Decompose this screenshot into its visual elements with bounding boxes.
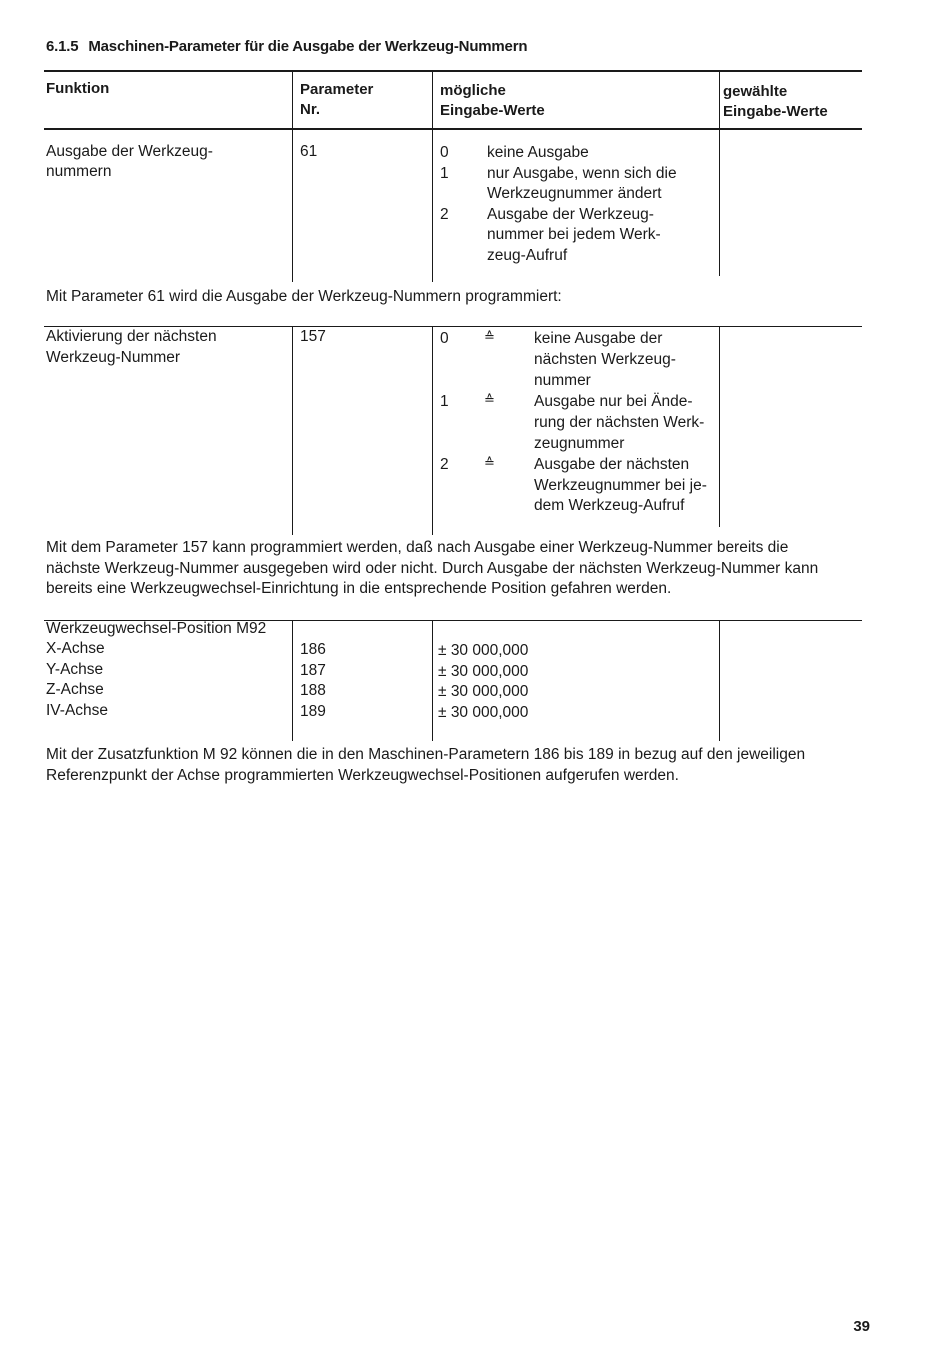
t3-value-y: ± 30 000,000 — [438, 663, 529, 680]
t3-axis-iv: IV-Achse — [46, 702, 109, 719]
t3-divider-2 — [432, 621, 433, 741]
t1-text-2-line2: nummer bei jedem Werk- — [487, 226, 661, 243]
t2-code-1: 1 — [440, 393, 449, 410]
t2-text-0-line3: nummer — [534, 372, 591, 389]
t1-code-0: 0 — [440, 144, 449, 161]
paragraph-3-line1: Mit der Zusatzfunktion M 92 können die in den Maschinen-Parametern 186 bis 189 in bezug auf den jeweiligen — [46, 746, 806, 763]
t2-param: 157 — [300, 328, 326, 345]
header-moegliche-line1: mögliche — [440, 82, 506, 99]
t1-divider-2 — [432, 130, 433, 282]
paragraph-2-line3: bereits eine Werkzeugwechsel-Einrichtung in die entsprechende Position gefahren werden. — [46, 580, 672, 597]
t2-divider-3 — [719, 327, 720, 527]
paragraph-2-line1: Mit dem Parameter 157 kann programmiert werden, daß nach Ausgabe einer Werkzeug-Nummer bereits die — [46, 539, 789, 556]
header-divider-2 — [432, 72, 433, 128]
t2-equiv-symbol-1: ≙ — [484, 393, 495, 408]
t3-param-iv: 189 — [300, 703, 326, 720]
t2-equiv-symbol-0: ≙ — [484, 330, 495, 345]
t2-divider-1 — [292, 327, 293, 535]
header-divider-1 — [292, 72, 293, 128]
t1-text-1-line2: Werkzeugnummer ändert — [487, 185, 662, 202]
t3-divider-1 — [292, 621, 293, 741]
t3-value-iv: ± 30 000,000 — [438, 704, 529, 721]
t1-text-2-line3: zeug-Aufruf — [487, 247, 568, 264]
t1-text-0-line1: keine Ausgabe — [487, 144, 589, 161]
t1-param: 61 — [300, 143, 318, 160]
t2-funktion-line1: Aktivierung der nächsten — [46, 328, 217, 345]
header-divider-3 — [719, 72, 720, 128]
header-top-rule — [44, 70, 862, 72]
t3-title: Werkzeugwechsel-Position M92 — [46, 620, 267, 637]
paragraph-2-line2: nächste Werkzeug-Nummer ausgegeben wird oder nicht. Durch Ausgabe der nächsten Werkzeug-Nummer kann — [46, 560, 819, 577]
t2-code-2: 2 — [440, 456, 449, 473]
header-parameter-line2: Nr. — [300, 101, 321, 118]
header-bottom-rule — [44, 128, 862, 130]
header-gewaehlte-line2: Eingabe-Werte — [723, 103, 828, 120]
t1-text-1-line1: nur Ausgabe, wenn sich die — [487, 165, 677, 182]
t3-axis-z: Z-Achse — [46, 681, 104, 698]
t3-divider-3 — [719, 621, 720, 741]
section-number: 6.1.5 — [46, 38, 79, 55]
t3-axis-x: X-Achse — [46, 640, 105, 657]
header-gewaehlte-line1: gewählte — [723, 83, 788, 100]
t2-equiv-symbol-2: ≙ — [484, 456, 495, 471]
t3-axis-y: Y-Achse — [46, 661, 104, 678]
t2-text-1-line2: rung der nächsten Werk- — [534, 414, 705, 431]
t1-funktion-line1: Ausgabe der Werkzeug- — [46, 143, 213, 160]
t2-code-0: 0 — [440, 330, 449, 347]
header-funktion: Funktion — [46, 80, 110, 97]
t2-divider-2 — [432, 327, 433, 535]
t2-text-2-line2: Werkzeugnummer bei je- — [534, 477, 707, 494]
t1-code-2: 2 — [440, 206, 449, 223]
header-parameter-line1: Parameter — [300, 81, 374, 98]
paragraph-3-line2: Referenzpunkt der Achse programmierten Werkzeugwechsel-Positionen aufgerufen werden. — [46, 767, 679, 784]
t2-text-0-line1: keine Ausgabe der — [534, 330, 663, 347]
t3-param-x: 186 — [300, 641, 326, 658]
t2-text-1-line1: Ausgabe nur bei Ände- — [534, 393, 693, 410]
t2-funktion-line2: Werkzeug-Nummer — [46, 349, 181, 366]
page-number: 39 — [853, 1318, 870, 1335]
t2-text-0-line2: nächsten Werkzeug- — [534, 351, 676, 368]
header-moegliche-line2: Eingabe-Werte — [440, 102, 545, 119]
section-heading — [46, 38, 527, 55]
t1-divider-3 — [719, 130, 720, 276]
t3-param-y: 187 — [300, 662, 326, 679]
t1-code-1: 1 — [440, 165, 449, 182]
t3-value-x: ± 30 000,000 — [438, 642, 529, 659]
t1-divider-1 — [292, 130, 293, 282]
t2-text-2-line3: dem Werkzeug-Aufruf — [534, 497, 685, 514]
t1-text-2-line1: Ausgabe der Werkzeug- — [487, 206, 654, 223]
t3-param-z: 188 — [300, 682, 326, 699]
t2-text-2-line1: Ausgabe der nächsten — [534, 456, 690, 473]
t3-value-z: ± 30 000,000 — [438, 683, 529, 700]
t2-text-1-line3: zeugnummer — [534, 435, 625, 452]
t1-funktion-line2: nummern — [46, 163, 112, 180]
section-title: Maschinen-Parameter für die Ausgabe der Werkzeug-Nummern — [88, 38, 528, 55]
paragraph-1: Mit Parameter 61 wird die Ausgabe der Werkzeug-Nummern programmiert: — [46, 288, 562, 305]
